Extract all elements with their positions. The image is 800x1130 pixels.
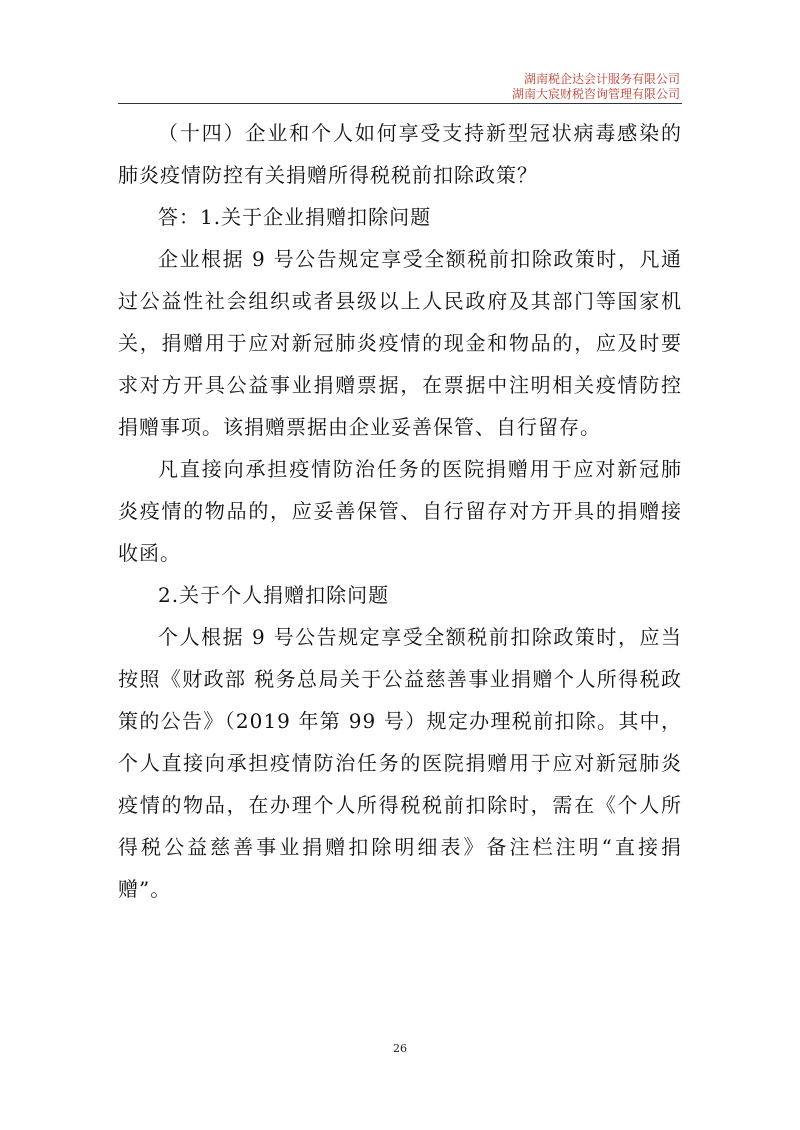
- answer-section-1-heading: 答：1.关于企业捐赠扣除问题: [158, 205, 432, 229]
- question-heading: （十四）企业和个人如何享受支持新型冠状病毒感染的肺炎疫情防控有关捐赠所得税税前扣除政策？: [118, 121, 682, 187]
- paragraph-hospital-donation: 凡直接向承担疫情防治任务的医院捐赠用于应对新冠肺炎疫情的物品的，应妥善保管、自行留存对方开具的捐赠接收函。: [118, 457, 682, 565]
- letterhead: [512, 72, 680, 102]
- paragraph-enterprise-deduction: 企业根据 9 号公告规定享受全额税前扣除政策时，凡通过公益性社会组织或者县级以上人民政府及其部门等国家机关，捐赠用于应对新冠肺炎疫情的现金和物品的，应及时要求对方开具公益事业捐赠票据，在票据中注明相关疫情防控捐赠事项。该捐赠票据由企业妥善保管、自行留存。: [118, 247, 682, 439]
- header-divider: [118, 103, 682, 104]
- answer-section-2-heading: 2.关于个人捐赠扣除问题: [158, 583, 390, 607]
- paragraph-individual-deduction: 个人根据 9 号公告规定享受全额税前扣除政策时，应当按照《财政部 税务总局关于公益慈善事业捐赠个人所得税政策的公告》（2019 年第 99 号）规定办理税前扣除。其中，个人直接向承担疫情防治任务的医院捐赠用于应对新冠肺炎疫情的物品，在办理个人所得税税前扣除时，需在《个人所得税公益慈善事业捐赠扣除明细表》备注栏注明“直接捐赠”。: [118, 625, 682, 901]
- page-number: 26: [393, 1042, 407, 1055]
- company-name-2: 湖南大宸财税咨询管理有限公司: [511, 87, 680, 101]
- company-name-1: 湖南税企达会计服务有限公司: [523, 72, 680, 86]
- document-body: [118, 112, 682, 910]
